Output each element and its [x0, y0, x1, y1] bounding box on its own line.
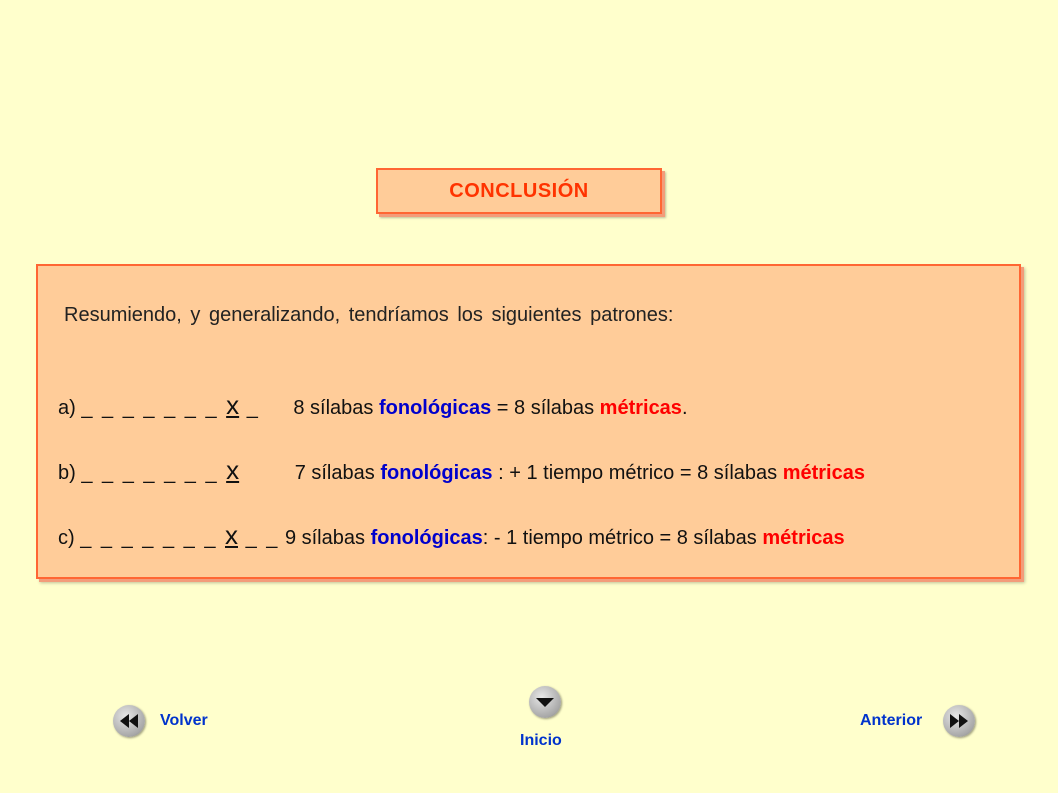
page-title: CONCLUSIÓN	[449, 179, 589, 202]
pattern-letter: a)	[58, 397, 76, 419]
pattern-dashes-after: _ _	[245, 527, 280, 549]
pattern-stress-mark: x	[226, 390, 240, 420]
metricas-term: métricas	[599, 397, 682, 419]
pattern-count: 9 sílabas	[284, 527, 365, 549]
conclusion-panel	[36, 264, 1021, 579]
pattern-mid: : - 1 tiempo métrico = 8 sílabas	[482, 527, 757, 549]
home-link[interactable]: Inicio	[520, 732, 562, 749]
home-button[interactable]	[529, 686, 561, 718]
pattern-dashes-before: _ _ _ _ _ _ _	[81, 397, 219, 419]
fonologicas-term: fonológicas	[379, 397, 492, 419]
pattern-letter: b)	[58, 462, 76, 484]
pattern-stress-mark: x	[226, 455, 240, 485]
pattern-count: 7 sílabas	[294, 462, 375, 484]
chevron-down-icon	[535, 695, 555, 709]
pattern-b	[58, 455, 865, 486]
pattern-letter: c)	[58, 527, 75, 549]
pattern-a	[58, 390, 688, 421]
pattern-c	[58, 520, 845, 551]
pattern-dashes-before: _ _ _ _ _ _ _	[81, 462, 219, 484]
back-link[interactable]: Volver	[160, 712, 208, 729]
rewind-icon	[118, 713, 140, 729]
metricas-term: métricas	[762, 527, 845, 549]
prev-link[interactable]: Anterior	[860, 712, 923, 729]
fast-forward-icon	[948, 713, 970, 729]
pattern-end: .	[681, 397, 688, 419]
pattern-mid: : + 1 tiempo métrico = 8 sílabas	[498, 462, 778, 484]
pattern-dashes-before: _ _ _ _ _ _ _	[80, 527, 218, 549]
pattern-dashes-after: _	[246, 397, 260, 419]
title-banner	[376, 168, 662, 214]
prev-button[interactable]	[943, 705, 975, 737]
metricas-term: métricas	[782, 462, 865, 484]
fonologicas-term: fonológicas	[370, 527, 483, 549]
pattern-count: 8 sílabas	[293, 397, 374, 419]
pattern-mid: = 8 sílabas	[496, 397, 595, 419]
back-button[interactable]	[113, 705, 145, 737]
fonologicas-term: fonológicas	[380, 462, 493, 484]
intro-text: Resumiendo, y generalizando, tendríamos los siguientes patrones:	[64, 304, 674, 326]
pattern-stress-mark: x	[225, 520, 238, 550]
